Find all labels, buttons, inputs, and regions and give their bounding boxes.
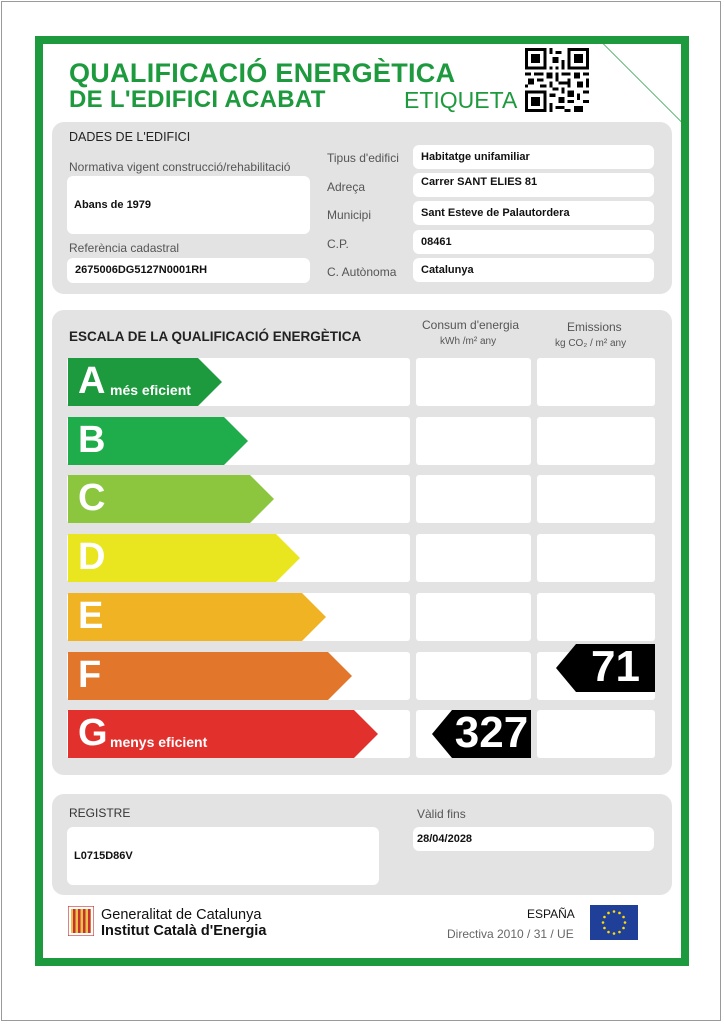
field-label-autonoma: C. Autònoma [327, 265, 397, 279]
field-value-adreca [413, 173, 654, 197]
eu-star [603, 927, 606, 930]
field-label-cp: C.P. [327, 237, 349, 251]
field-label-adreca: Adreça [327, 180, 366, 194]
field-value-municipi-text: Sant Esteve de Palautordera [421, 207, 570, 219]
eu-star [613, 932, 616, 935]
class-letter: G [78, 712, 108, 754]
normativa-label: Normativa vigent construcció/rehabilitació [69, 160, 291, 174]
field-value-autonoma-text: Catalunya [421, 264, 474, 276]
scale-section-title: ESCALA DE LA QUALIFICACIÓ ENERGÈTICA [69, 329, 362, 344]
generalitat-logo [68, 906, 94, 936]
consum-cell [416, 534, 531, 582]
registre-value [67, 827, 379, 885]
registre-label: REGISTRE [69, 806, 131, 820]
valid-label: Vàlid fins [417, 807, 466, 821]
emissions-title: Emissions [567, 320, 622, 334]
consum-cell [416, 593, 531, 641]
emissions-cell [537, 475, 655, 523]
consum-cell [416, 358, 531, 406]
class-a-arrow [68, 358, 222, 406]
emissions-cell [537, 534, 655, 582]
class-g-arrow [68, 710, 378, 758]
emissions-cell [537, 710, 655, 758]
eu-star [607, 931, 610, 934]
class-c-arrow [68, 475, 274, 523]
eu-star [622, 916, 625, 919]
eu-star [622, 927, 625, 930]
class-letter: A [78, 360, 106, 402]
corner-fold-inner [604, 44, 681, 121]
field-value-adreca-text: Carrer SANT ELIES 81 [421, 176, 538, 188]
consum-unit: kWh /m² any [440, 336, 497, 347]
title-line-1: QUALIFICACIÓ ENERGÈTICA [69, 58, 456, 88]
consum-cell [416, 652, 531, 700]
country-label: ESPAÑA [527, 907, 575, 921]
eu-flag-icon [590, 905, 638, 940]
org-line-1: Generalitat de Catalunya [101, 907, 262, 923]
valid-value-text: 28/04/2028 [417, 833, 473, 845]
eu-star [602, 921, 605, 924]
consum-title: Consum d'energia [422, 318, 520, 332]
building-section-title: DADES DE L'EDIFICI [69, 130, 191, 144]
eu-star [618, 912, 621, 915]
eu-star [613, 910, 616, 913]
eu-star [603, 916, 606, 919]
field-value-cp-text: 08461 [421, 236, 452, 248]
field-value-cp [413, 230, 654, 254]
registre-value-text: L0715D86V [74, 850, 133, 862]
normativa-value-text: Abans de 1979 [74, 199, 152, 211]
class-letter: F [78, 654, 102, 696]
org-line-2: Institut Català d'Energia [101, 923, 267, 939]
field-label-municipi: Municipi [327, 208, 372, 222]
emissions-rating-badge [556, 644, 655, 692]
referencia-value-text: 2675006DG5127N0001RH [75, 264, 208, 276]
field-value-municipi [413, 201, 654, 225]
class-d-arrow [68, 534, 300, 582]
valid-value [413, 827, 654, 851]
class-f-arrow-shape [68, 652, 352, 700]
emissions-rating-badge-value: 71 [591, 642, 640, 691]
title-line-2: DE L'EDIFICI ACABAT [69, 86, 326, 113]
field-label-tipus: Tipus d'edifici [327, 151, 399, 165]
field-value-tipus-text: Habitatge unifamiliar [421, 151, 530, 163]
etiqueta-label: ETIQUETA [404, 87, 518, 113]
referencia-value [67, 258, 310, 283]
class-sublabel: menys eficient [110, 734, 208, 750]
consum-rating-badge-value: 327 [454, 708, 529, 757]
class-sublabel: més eficient [110, 382, 191, 398]
normativa-value [67, 176, 310, 234]
class-letter: B [78, 419, 106, 461]
class-e-arrow [68, 593, 326, 641]
class-b-arrow [68, 417, 248, 465]
emissions-cell [537, 417, 655, 465]
class-letter: C [78, 477, 106, 519]
class-letter: E [78, 595, 104, 637]
eu-star [624, 921, 627, 924]
emissions-cell [537, 593, 655, 641]
class-letter: D [78, 536, 106, 578]
eu-star [607, 912, 610, 915]
eu-star [618, 931, 621, 934]
consum-rating-badge [432, 710, 531, 758]
qr-code-icon [525, 48, 589, 112]
referencia-label: Referència cadastral [69, 241, 180, 255]
class-e-arrow-shape [68, 593, 326, 641]
consum-cell [416, 417, 531, 465]
emissions-cell [537, 358, 655, 406]
emissions-unit: kg CO₂ / m² any [555, 338, 627, 349]
field-value-tipus [413, 145, 654, 169]
class-f-arrow [68, 652, 352, 700]
directive-label: Directiva 2010 / 31 / UE [447, 927, 574, 941]
field-value-autonoma [413, 258, 654, 282]
consum-cell [416, 475, 531, 523]
